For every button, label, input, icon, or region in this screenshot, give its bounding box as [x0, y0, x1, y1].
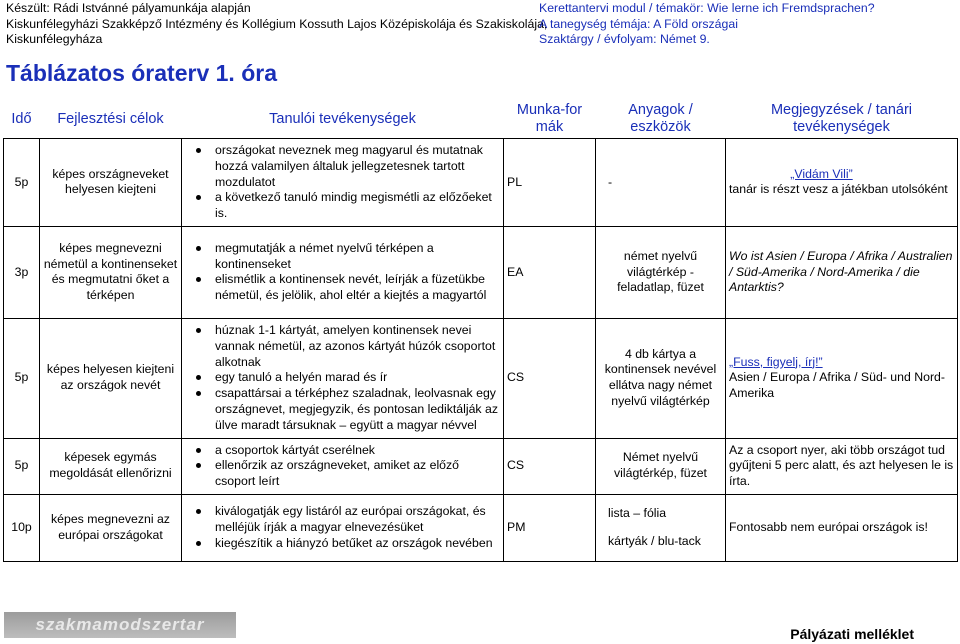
column-header-notes: Megjegyzések / tanári tevékenységek: [770, 102, 913, 135]
activity-list: [185, 239, 500, 306]
activity-item: egy tanuló a helyén marad és ír: [185, 370, 500, 386]
activity-item: megmutatják a német nyelvű térképen a kontinenseket: [185, 241, 500, 273]
time-cell: 5p: [4, 318, 40, 438]
table-row: [4, 226, 958, 318]
lesson-plan-table: [3, 98, 958, 562]
work-form-cell: CS: [504, 318, 596, 438]
header-right: [539, 1, 959, 48]
goal-cell: képes megnevezni az európai országokat: [40, 494, 182, 561]
table-row: [4, 318, 958, 438]
activity-item: a csoportok kártyát cserélnek: [185, 443, 500, 459]
footer-attachment-label: Pályázati melléklet: [790, 626, 914, 642]
work-form-cell: EA: [504, 226, 596, 318]
time-cell: 3p: [4, 226, 40, 318]
material-cell: [596, 494, 726, 561]
note-cell: Az a csoport nyer, aki több országot tud gyűjteni 5 perc alatt, és azt helyesen le is írta.: [726, 438, 958, 494]
activity-item: kiegészítik a hiányzó betűket az országok nevében: [185, 536, 500, 552]
time-cell: 5p: [4, 438, 40, 494]
goal-cell: képes országneveket helyesen kiejteni: [40, 139, 182, 227]
page-title: Táblázatos óraterv 1. óra: [6, 60, 277, 86]
header-subject: Szaktárgy / évfolyam: Német 9.: [539, 32, 710, 46]
note-cell: [726, 318, 958, 438]
table-row: [4, 494, 958, 561]
activity-cell: [182, 139, 504, 227]
activity-item: csapattársai a térképhez szaladnak, leolvasnak egy országnevet, megjegyzik, és pontosan lediktálják az ülve maradt társuknak – együtt a magyar névvel: [185, 386, 500, 433]
work-form-cell: PM: [504, 494, 596, 561]
table-row: [4, 438, 958, 494]
material-cell: 4 db kártya a kontinensek nevével ellátva nagy német nyelvű világtérkép: [596, 318, 726, 438]
table-header-row: [4, 98, 958, 139]
goal-cell: képesek egymás megoldását ellenőrizni: [40, 438, 182, 494]
material-cell: Német nyelvű világtérkép, füzet: [596, 438, 726, 494]
note-cell: Wo ist Asien / Europa / Afrika / Australien / Süd-Amerika / Nord-Amerika / die Antarktis?: [726, 226, 958, 318]
header-author: Készült: Rádi Istvánné pályamunkája alapján: [6, 1, 251, 15]
goal-cell: képes megnevezni németül a kontinenseket és megmutatni őket a térképen: [40, 226, 182, 318]
activity-item: a következő tanuló mindig megismétli az előzőeket is.: [185, 190, 500, 222]
activity-cell: [182, 438, 504, 494]
note-text: Asien / Europa / Afrika / Süd- und Nord-Amerika: [729, 370, 945, 401]
column-header-forms: [504, 98, 596, 139]
activity-cell: [182, 494, 504, 561]
note-cell: Fontosabb nem európai országok is!: [726, 494, 958, 561]
material-line: lista – fólia: [608, 506, 667, 521]
activity-cell: [182, 226, 504, 318]
header-topic: A tanegység témája: A Föld országai: [539, 16, 738, 31]
column-header-forms-text: Munka-formák: [516, 102, 583, 135]
activity-item: ellenőrzik az országneveket, amiket az előző csoport leírt: [185, 458, 500, 490]
header-institution: Kiskunfélegyházi Szakképző Intézmény és Kollégium Kossuth Lajos Középiskolája és Szakiskolája,: [6, 16, 548, 31]
header-city: Kiskunfélegyháza: [6, 32, 103, 46]
activity-item: elismétlik a kontinensek nevét, leírják a füzetükbe németül, és jelölik, ahol eltér a kiejtés a magyartól: [185, 272, 500, 304]
material-cell: -: [596, 139, 726, 227]
header-left: [6, 1, 548, 48]
work-form-cell: CS: [504, 438, 596, 494]
activity-list: [185, 502, 500, 553]
column-header-activities: Tanulói tevékenységek: [269, 110, 416, 127]
goal-cell: képes helyesen kiejteni az országok nevét: [40, 318, 182, 438]
activity-list: [185, 321, 500, 436]
activity-item: országokat neveznek meg magyarul és mutatnak hozzá valamilyen általuk jellegzetesnek tartott mozdulatot: [185, 143, 500, 190]
game-name: „Vidám Vili”: [790, 166, 853, 181]
material-cell: német nyelvű világtérkép - feladatlap, füzet: [596, 226, 726, 318]
column-header-goals: Fejlesztési célok: [57, 110, 164, 127]
note-text: tanár is részt vesz a játékban utolsóként: [729, 182, 948, 197]
column-header-materials: Anyagok / eszközök: [628, 102, 693, 135]
activity-list: [185, 141, 500, 224]
table-row: [4, 139, 958, 227]
activity-item: kiválogatják egy listáról az európai országokat, és melléjük írják a magyar elnevezésüket: [185, 504, 500, 536]
note-cell: [726, 139, 958, 227]
work-form-cell: PL: [504, 139, 596, 227]
game-name: „Fuss, figyelj, írj!”: [729, 354, 823, 369]
activity-item: húznak 1-1 kártyát, amelyen kontinensek nevei vannak németül, az azonos kártyát húzók csoportot alkotnak: [185, 323, 500, 370]
material-line: kártyák / blu-tack: [608, 533, 701, 548]
time-cell: 10p: [4, 494, 40, 561]
column-header-time: Idő: [11, 110, 32, 127]
activity-list: [185, 441, 500, 492]
time-cell: 5p: [4, 139, 40, 227]
activity-cell: [182, 318, 504, 438]
header-module: Kerettantervi modul / témakör: Wie lerne ich Fremdsprachen?: [539, 1, 875, 15]
footer-logo: szakmamodszertar: [4, 612, 236, 638]
